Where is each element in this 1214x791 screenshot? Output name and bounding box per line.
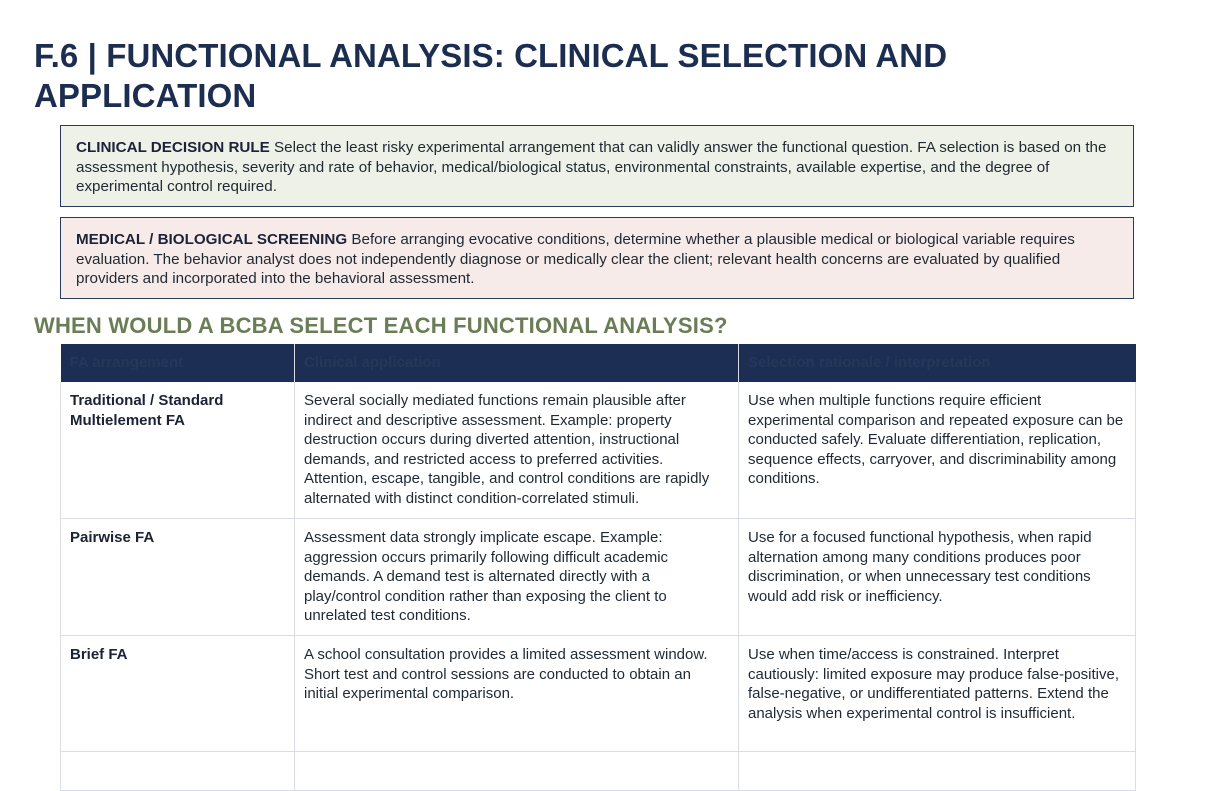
table-row <box>61 635 1136 751</box>
empty-cell <box>739 751 1136 790</box>
column-header-arrangement: FA arrangement <box>61 344 295 382</box>
callout-text: Select the least risky experimental arrangement that can validly answer the functional question. FA selection is based on the assessment hypothesis, severity and rate of behavior, medical/biological status, environmental constraints, available expertise, and the degree of experimental control required. <box>76 139 1107 196</box>
callout-lead: CLINICAL DECISION RULE <box>76 139 270 156</box>
section-heading: WHEN WOULD A BCBA SELECT EACH FUNCTIONAL ANALYSIS? <box>34 313 728 338</box>
column-header-application: Clinical application <box>295 344 739 382</box>
column-header-rationale: Selection rationale / interpretation <box>739 344 1136 382</box>
empty-cell <box>61 751 295 790</box>
cell-application: A school consultation provides a limited assessment window. Short test and control sessions are conducted to obtain an initial experimental comparison. <box>295 635 739 751</box>
cell-arrangement: Pairwise FA <box>61 519 295 636</box>
table-row <box>61 519 1136 636</box>
empty-cell <box>295 751 739 790</box>
table-row <box>61 382 1136 519</box>
callout-lead: MEDICAL / BIOLOGICAL SCREENING <box>76 231 348 248</box>
table-header-row <box>61 344 1136 382</box>
cell-arrangement: Traditional / Standard Multielement FA <box>61 382 295 519</box>
cell-rationale: Use when time/access is constrained. Interpret cautiously: limited exposure may produce false-positive, false-negative, or undifferentiated patterns. Extend the analysis when experimental control is insufficient. <box>739 635 1136 751</box>
medical-screening-callout <box>60 217 1134 299</box>
clinical-decision-rule-callout <box>60 125 1134 207</box>
fa-selection-table <box>60 344 1136 791</box>
page-title: F.6 | FUNCTIONAL ANALYSIS: CLINICAL SELECTION AND APPLICATION <box>34 37 948 114</box>
cell-application: Several socially mediated functions remain plausible after indirect and descriptive assessment. Example: property destruction occurs during diverted attention, instructional demands, and restricted access to preferred activities. Attention, escape, tangible, and control conditions are rapidly alternated with distinct condition-correlated stimuli. <box>295 382 739 519</box>
table-row-cutoff <box>61 751 1136 790</box>
cell-application: Assessment data strongly implicate escape. Example: aggression occurs primarily following difficult academic demands. A demand test is alternated directly with a play/control condition rather than exposing the client to unrelated test conditions. <box>295 519 739 636</box>
callout-text: Before arranging evocative conditions, determine whether a plausible medical or biological variable requires evaluation. The behavior analyst does not independently diagnose or medically clear the client; relevant health concerns are evaluated by qualified providers and incorporated into the behavioral assessment. <box>76 231 1075 288</box>
cell-rationale: Use for a focused functional hypothesis, when rapid alternation among many conditions produces poor discrimination, or when unnecessary test conditions would add risk or inefficiency. <box>739 519 1136 636</box>
cell-arrangement: Brief FA <box>61 635 295 751</box>
cell-rationale: Use when multiple functions require efficient experimental comparison and repeated exposure can be conducted safely. Evaluate differentiation, replication, sequence effects, carryover, and discriminability among conditions. <box>739 382 1136 519</box>
